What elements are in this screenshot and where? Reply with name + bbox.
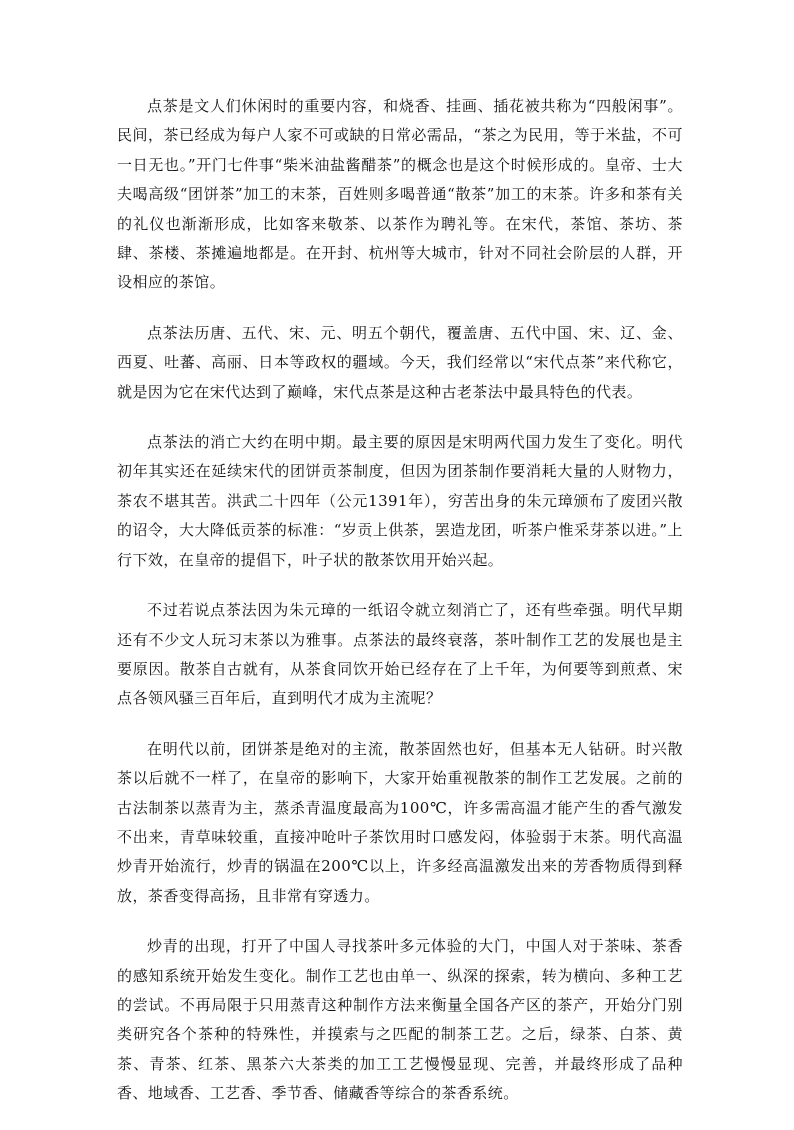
paragraph-diancha-decline: 点茶法的消亡大约在明中期。最主要的原因是宋明两代国力发生了变化。明代初年其实还在延续宋代的团饼贡茶制度，但因为团茶制作要消耗大量的人财物力，茶农不堪其苦。洪武二十四年（公元1391年），穷苦出身的朱元璋颁布了废团兴散的诏令，大大降低贡茶的标准：“岁贡上供茶，罢造龙团，听茶户惟采芽茶以进。”上行下效，在皇帝的提倡下，叶子状的散茶饮用开始兴起。 (117, 433, 683, 569)
paragraph-diancha-history: 点茶法历唐、五代、宋、元、明五个朝代，覆盖唐、五代中国、宋、辽、金、西夏、吐蕃、高丽、日本等政权的疆域。今天，我们经常以“宋代点茶”来代称它，就是因为它在宋代达到了巅峰，宋代点茶是这种古老茶法中最具特色的代表。 (117, 323, 683, 401)
paragraph-stir-fry-method: 在明代以前，团饼茶是绝对的主流，散茶固然也好，但基本无人钻研。时兴散茶以后就不一样了，在皇帝的影响下，大家开始重视散茶的制作工艺发展。之前的古法制茶以蒸青为主，蒸杀青温度最高为100℃，许多需高温才能产生的香气激发不出来，青草味较重，直接冲呛叶子茶饮用时口感发闷，体验弱于末茶。明代高温炒青开始流行，炒青的锅温在200℃以上，许多经高温激发出来的芳香物质得到释放，茶香变得高扬，且非常有穿透力。 (117, 739, 683, 905)
paragraph-craft-development: 不过若说点茶法因为朱元璋的一纸诏令就立刻消亡了，还有些牵强。明代早期还有不少文人玩习末茶以为雅事。点茶法的最终衰落，茶叶制作工艺的发展也是主要原因。散茶自古就有，从茶食同饮开始已经存在了上千年，为何要等到煎煮、宋点各领风骚三百年后，直到明代才成为主流呢？ (117, 601, 683, 708)
document-page (117, 92, 683, 1130)
paragraph-song-tea-culture: 点茶是文人们休闲时的重要内容，和烧香、挂画、插花被共称为“四般闲事”。民间，茶已经成为每户人家不可或缺的日常必需品，“茶之为民用，等于米盐，不可一日无也。”开门七件事“柴米油盐酱醋茶”的概念也是这个时候形成的。皇帝、士大夫喝高级“团饼茶”加工的末茶，百姓则多喝普通“散茶”加工的末茶。许多和茶有关的礼仪也渐渐形成，比如客来敬茶、以茶作为聘礼等。在宋代，茶馆、茶坊、茶肆、茶楼、茶摊遍地都是。在开封、杭州等大城市，针对不同社会阶层的人群，开设相应的茶馆。 (117, 97, 683, 292)
paragraph-tea-aroma-system: 炒青的出现，打开了中国人寻找茶叶多元体验的大门，中国人对于茶味、茶香的感知系统开始发生变化。制作工艺也由单一、纵深的探索，转为横向、多种工艺的尝试。不再局限于只用蒸青这种制作方法来衡量全国各产区的茶产，开始分门别类研究各个茶种的特殊性，并摸索与之匹配的制茶工艺。之后，绿茶、白茶、黄茶、青茶、红茶、黑茶六大茶类的加工工艺慢慢显现、完善，并最终形成了品种香、地域香、工艺香、季节香、储藏香等综合的茶香系统。 (117, 937, 683, 1103)
